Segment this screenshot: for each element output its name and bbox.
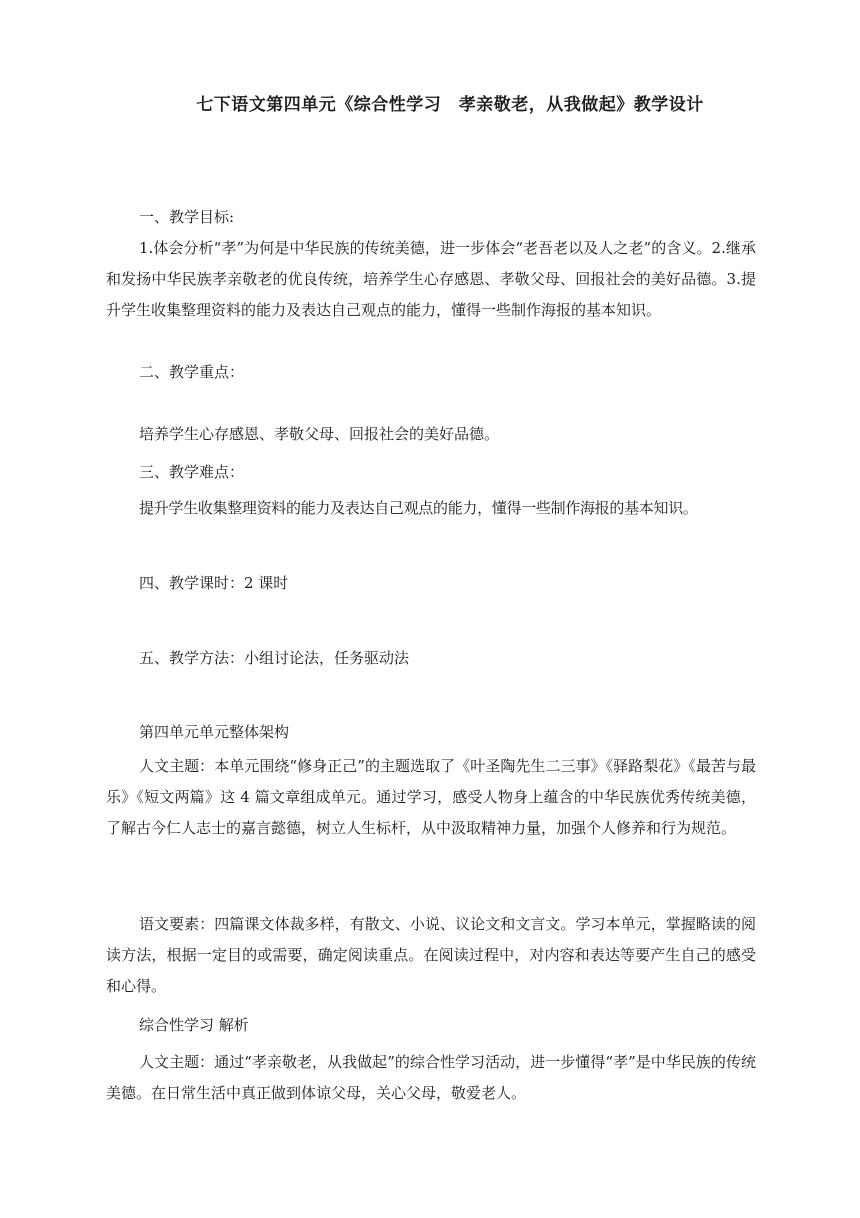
difficulty-text: 提升学生收集整理资料的能力及表达自己观点的能力，懂得一些制作海报的基本知识。: [139, 499, 698, 517]
goal-text: 1.体会分析“孝”为何是中华民族的传统美德，进一步体会“老吾老以及人之老”的含义。2.继承和发扬中华民族孝亲敬老的优良传统，培养学生心存感恩、孝敬父母、回报社会的美好品德。3.提升学生收集整理资料的能力及表达自己观点的能力，懂得一些制作海报的基本知识。: [106, 239, 756, 319]
page-title: 七下语文第四单元《综合性学习 孝亲敬老，从我做起》教学设计: [196, 95, 704, 115]
method-line: 五、教学方法：小组讨论法，任务驱动法: [139, 649, 410, 667]
study-theme: 人文主题：通过“孝亲敬老，从我做起”的综合性学习活动，进一步懂得“孝”是中华民族的传统美德。在日常生活中真正做到体谅父母，关心父母，敬爱老人。: [106, 1053, 756, 1102]
unit-language: 语文要素：四篇课文体裁多样，有散文、小说、议论文和文言文。学习本单元，掌握略读的阅读方法，根据一定目的或需要，确定阅读重点。在阅读过程中，对内容和表达等要产生自己的感受和心得。: [106, 915, 756, 995]
difficulty-heading: 三、教学难点：: [139, 463, 245, 481]
key-text: 培养学生心存感恩、孝敬父母、回报社会的美好品德。: [139, 425, 500, 443]
study-heading: 综合性学习 解析: [139, 1016, 249, 1034]
goal-heading: 一、教学目标:: [139, 208, 235, 226]
key-heading: 二、教学重点：: [139, 363, 245, 381]
unit-theme: 人文主题：本单元围绕“修身正己”的主题选取了《叶圣陶先生二三事》《驿路梨花》《最苦与最乐》《短文两篇》这 4 篇文章组成单元。通过学习，感受人物身上蕴含的中华民族优秀传统美德，了解古今仁人志士的嘉言懿德，树立人生标杆，从中汲取精神力量，加强个人修养和行为规范。: [106, 757, 756, 837]
unit-heading: 第四单元单元整体架构: [139, 723, 290, 741]
hours-line: 四、教学课时：2 课时: [139, 574, 289, 592]
